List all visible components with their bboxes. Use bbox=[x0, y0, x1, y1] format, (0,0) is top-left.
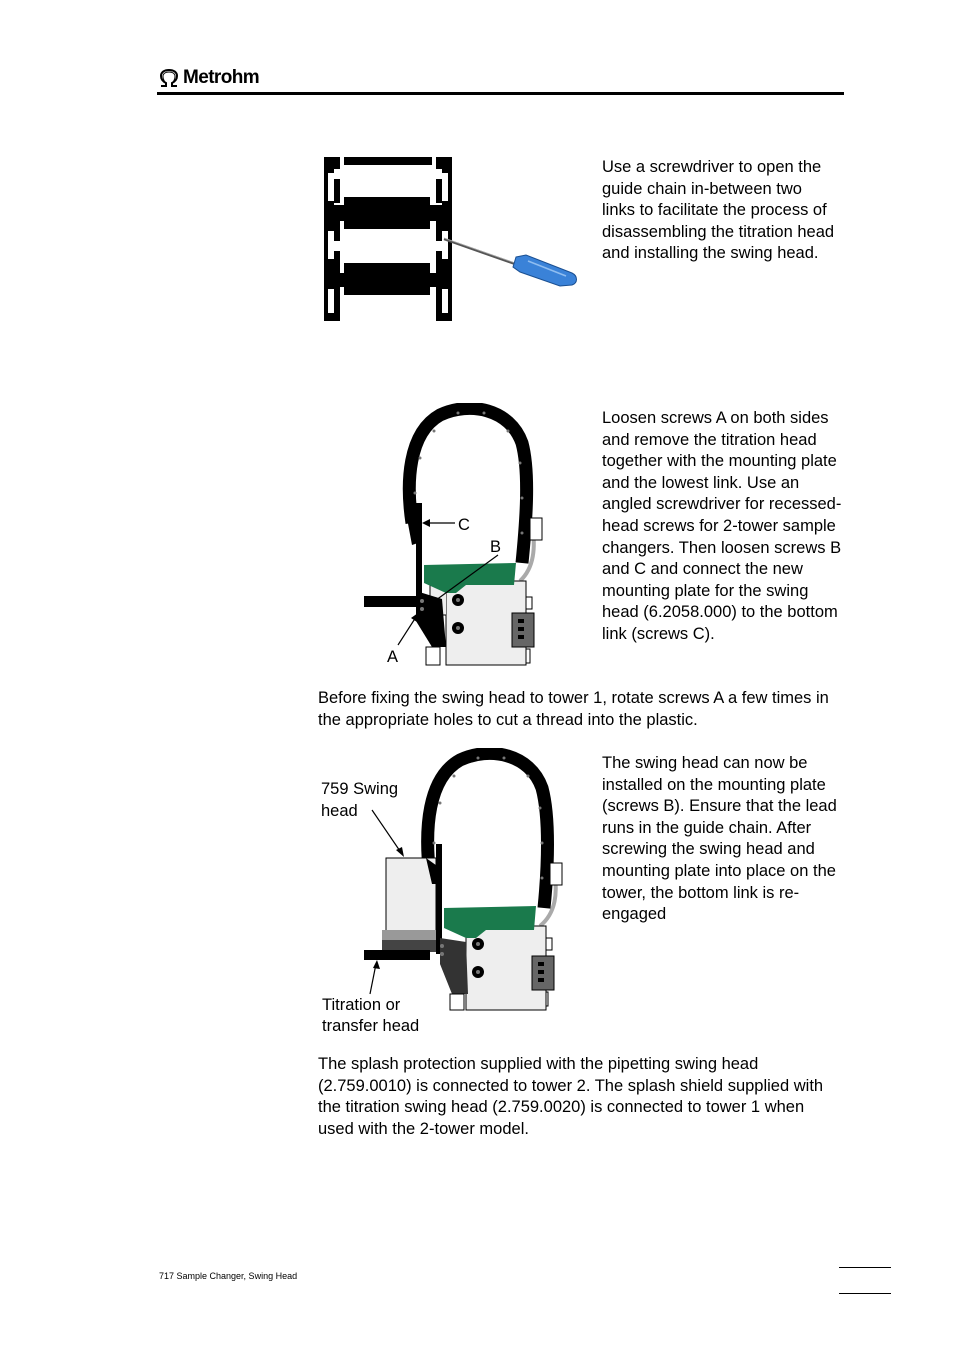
footer-rule-bottom bbox=[839, 1293, 891, 1294]
label-screw-b: B bbox=[490, 538, 502, 556]
label-titration-head-line1: Titration or bbox=[322, 996, 401, 1014]
header-rule bbox=[157, 92, 844, 95]
label-screw-c: C bbox=[458, 516, 470, 534]
instruction-open-chain: Use a screwdriver to open the guide chain in-between two links to facilitate the process of disassembling the titration head and installing the swing head. bbox=[602, 158, 835, 263]
brand-name: Metrohm bbox=[183, 67, 260, 88]
splash-protection-paragraph: The splash protection supplied with the pipetting swing head (2.759.0010) is connected to tower 2. The splash shield supplied with the titration swing head (2.759.0020) is connected to tower 1 when used with the 2-tower model. bbox=[318, 1055, 824, 1138]
instruction-install-swing-head: The swing head can now be installed on the mounting plate (screws B). Ensure that the lead runs in the guide chain. After screwing the swing head and mounting plate into place on the tower, the bottom link is re-engaged bbox=[602, 754, 837, 924]
instruction-cut-thread: Before fixing the swing head to tower 1, rotate screws A a few times in the appropriate holes to cut a thread into the plastic. bbox=[318, 689, 829, 729]
instruction-loosen-screws: Loosen screws A on both sides and remove the titration head together with the mounting plate and the lowest link. Use an angled screwdriver for recessed-head screws for 2-tower sample changers. Then loosen screws B and C and connect the new mounting plate for the swing head (6.2058.000) to the bottom link (screws C). bbox=[602, 409, 842, 643]
screwdriver-icon bbox=[444, 238, 577, 286]
label-swing-head-line1: 759 Swing bbox=[321, 780, 399, 798]
brand-logo bbox=[158, 66, 259, 90]
footer-rule-top bbox=[839, 1267, 891, 1268]
label-swing-head-line2: head bbox=[321, 802, 358, 820]
guide-chain-figure bbox=[320, 155, 582, 325]
omega-logo-icon bbox=[158, 68, 180, 88]
label-titration-head-line2: transfer head bbox=[322, 1017, 420, 1035]
label-screw-a: A bbox=[387, 648, 399, 666]
footer-doc-title: 717 Sample Changer, Swing Head bbox=[159, 1271, 298, 1281]
titration-head-removal-figure bbox=[360, 403, 560, 671]
